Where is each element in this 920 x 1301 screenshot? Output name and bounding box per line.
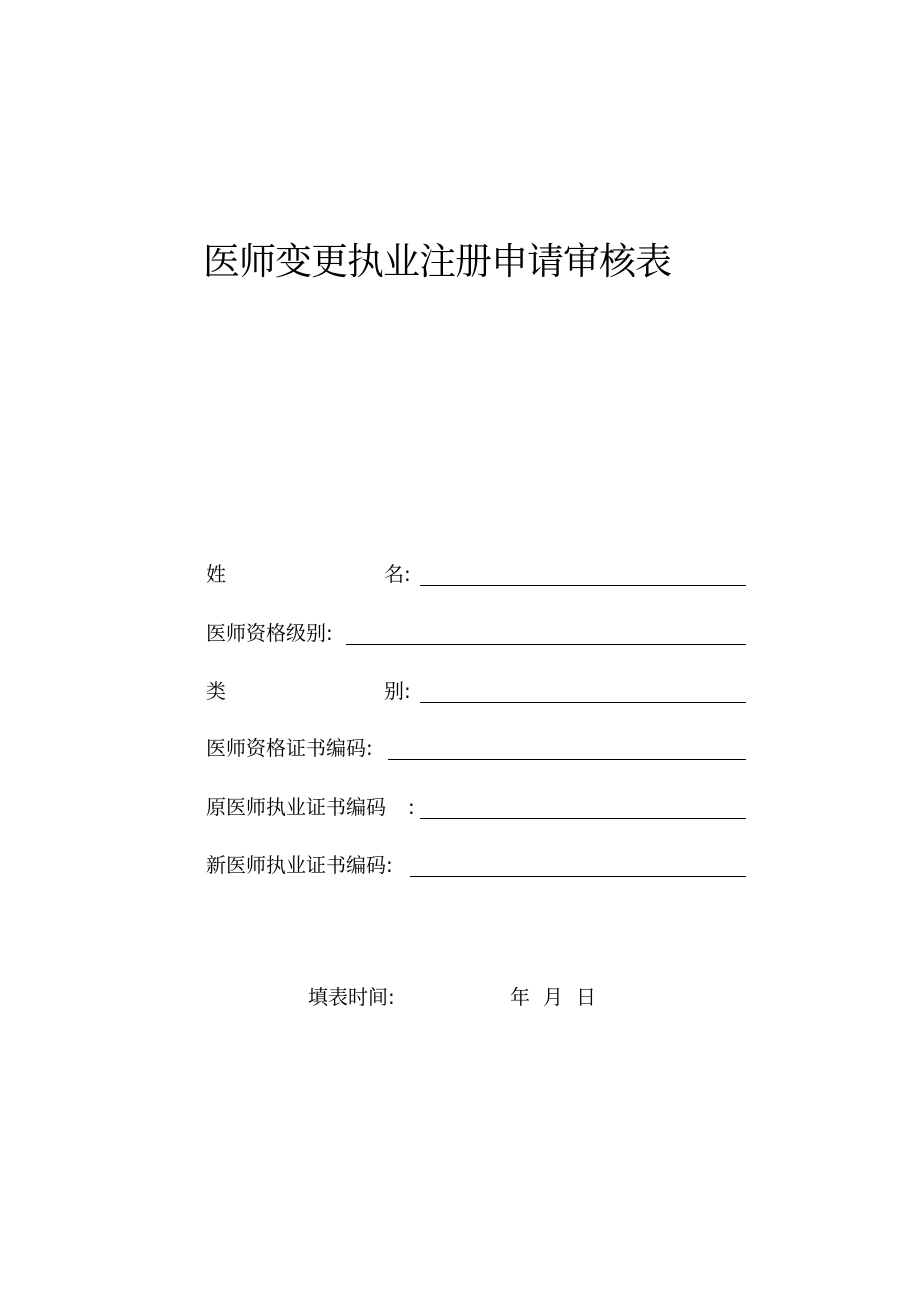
qualification-level-label: 医师资格级别: — [206, 621, 333, 645]
new-practice-cert-no-label: 新医师执业证书编码: — [206, 853, 393, 877]
category-input-line[interactable] — [420, 702, 746, 703]
new-practice-cert-no-input-line[interactable] — [410, 876, 746, 877]
new-practice-cert-no-field — [206, 850, 746, 880]
name-label-left: 姓 — [206, 562, 226, 586]
fill-date-day: 日 — [576, 985, 596, 1009]
old-practice-cert-no-field — [206, 792, 746, 822]
category-label-right: 别: — [384, 679, 411, 703]
name-input-line[interactable] — [420, 585, 746, 586]
old-practice-cert-no-input-line[interactable] — [420, 818, 746, 819]
fill-date-year: 年 — [510, 985, 530, 1009]
qualification-cert-no-field — [206, 733, 746, 763]
fill-date-label: 填表时间: — [308, 985, 395, 1009]
category-field — [206, 676, 746, 706]
category-label-left: 类 — [206, 679, 226, 703]
qualification-level-field — [206, 618, 746, 648]
name-label-right: 名: — [384, 562, 411, 586]
old-practice-cert-no-colon: : — [408, 795, 415, 819]
qualification-cert-no-input-line[interactable] — [388, 759, 746, 760]
qualification-level-input-line[interactable] — [346, 644, 746, 645]
fill-date-month: 月 — [543, 985, 563, 1009]
document-title: 医师变更执业注册申请审核表 — [203, 240, 671, 283]
name-field — [206, 559, 746, 589]
old-practice-cert-no-label: 原医师执业证书编码 — [206, 795, 386, 819]
qualification-cert-no-label: 医师资格证书编码: — [206, 736, 373, 760]
